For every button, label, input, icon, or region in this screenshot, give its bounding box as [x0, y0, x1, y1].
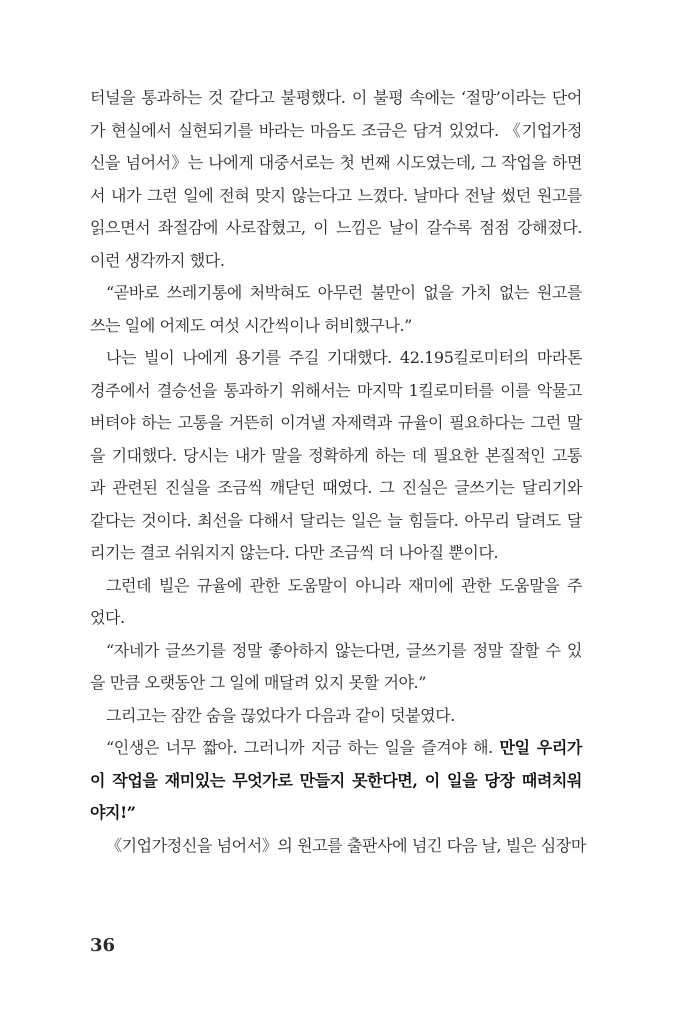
text-line [90, 765, 582, 798]
text-line [90, 732, 582, 765]
text-line: 《기업가정신을 넘어서》의 원고를 출판사에 넘긴 다음 날, 빌은 심장마 [106, 835, 586, 855]
text-line: 었다. [90, 608, 125, 627]
text-line: 을 만큼 오랫동안 그 일에 매달려 있지 못할 거야.” [90, 673, 427, 692]
text-line: “자네가 글쓰기를 정말 좋아하지 않는다면, 글쓰기를 정말 잘할 수 있 [106, 640, 582, 660]
text-line: 과 관련된 진실을 조금씩 깨닫던 때였다. 그 진실은 글쓰기는 달리기와 [90, 478, 582, 497]
text-line: 가 현실에서 실현되기를 바라는 마음도 조금은 담겨 있었다. 《기업가정 [90, 120, 582, 140]
emphasis-text: 야지!” [90, 803, 136, 822]
text-line: 버텨야 하는 고통을 거뜬히 이겨낼 자제력과 규율이 필요하다는 그런 말 [90, 413, 582, 432]
text-line: 을 기대했다. 당시는 내가 말을 정확하게 하는 데 필요한 본질적인 고통 [90, 445, 582, 465]
text-line: 터널을 통과하는 것 같다고 불평했다. 이 불평 속에는 ‘절망’이라는 단어 [90, 88, 582, 107]
text-line: 신을 넘어서》는 나에게 대중서로는 첫 번째 시도였는데, 그 작업을 하면 [90, 153, 582, 172]
emphasis-text: 만일 우리가 [499, 738, 582, 757]
text-line: 서 내가 그런 일에 전혀 맞지 않는다고 느꼈다. 날마다 전날 썼던 원고를 [90, 185, 582, 205]
text-line: 읽으면서 좌절감에 사로잡혔고, 이 느낌은 날이 갈수록 점점 강해졌다. [90, 218, 582, 237]
text-line: 그런데 빌은 규율에 관한 도움말이 아니라 재미에 관한 도움말을 주 [106, 575, 582, 595]
text-line: 나는 빌이 나에게 용기를 주길 기대했다. 42.195킬로미터의 마라톤 [106, 348, 582, 367]
text-line: 리기는 결코 쉬워지지 않는다. 다만 조금씩 더 나아질 뿐이다. [90, 543, 499, 562]
line-text: “인생은 너무 짧아. 그러니까 지금 하는 일을 즐겨야 해. [106, 738, 500, 757]
text-line: 같다는 것이다. 최선을 다해서 달리는 일은 늘 힘들다. 아무리 달려도 달 [90, 510, 582, 530]
body-text [90, 82, 586, 862]
text-line: 그리고는 잠깐 숨을 끊었다가 다음과 같이 덧붙였다. [106, 705, 455, 725]
text-line: “곧바로 쓰레기통에 처박혀도 아무런 불만이 없을 가치 없는 원고를 [106, 283, 582, 302]
text-line: 이런 생각까지 했다. [90, 250, 225, 270]
text-line [90, 797, 582, 830]
page-number: 36 [90, 935, 116, 956]
text-line: 경주에서 결승선을 통과하기 위해서는 마지막 1킬로미터를 이를 악물고 [90, 380, 582, 400]
emphasis-text: 이 작업을 재미있는 무엇가로 만들지 못한다면, 이 일을 당장 때려치워 [90, 770, 582, 790]
text-line: 쓰는 일에 어제도 여섯 시간씩이나 허비했구나.” [90, 315, 412, 335]
